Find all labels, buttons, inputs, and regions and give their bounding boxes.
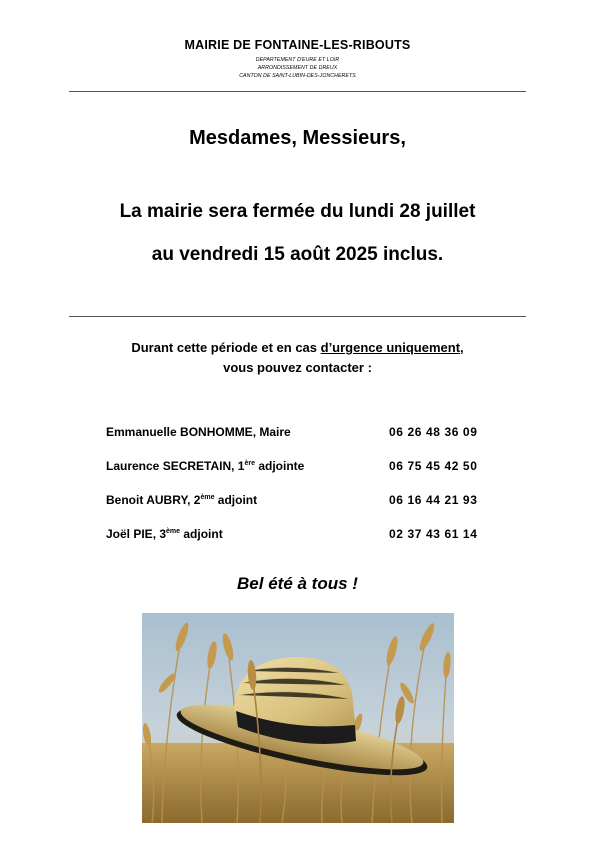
closure-line-1: La mairie sera fermée du lundi 28 juillet [119,201,476,222]
contact-name-second-deputy: Benoit AUBRY, 2ème adjoint [106,493,258,507]
contact-name-mayor: Emmanuelle BONHOMME, Maire [106,425,291,439]
contact-name-third-deputy: Joël PIE, 3ème adjoint [106,527,223,541]
town-hall-title: MAIRIE DE FONTAINE-LES-RIBOUTS [184,38,411,52]
contact-intro-emphasis: d’urgence uniquement [320,340,461,355]
arrondissement-line: ARRONDISSEMENT DE DREUX [257,65,338,71]
contact-phone-third-deputy: 02 37 43 61 14 [389,527,478,541]
greeting: Mesdames, Messieurs, [189,127,406,149]
contact-phone-mayor: 06 26 48 36 09 [389,425,478,439]
contact-phone-first-deputy: 06 75 45 42 50 [389,459,478,473]
closure-line-2: au vendredi 15 août 2025 inclus. [151,244,444,265]
section-divider [69,316,526,317]
contact-name-first-deputy: Laurence SECRETAIN, 1ère adjointe [106,459,305,473]
header-divider [69,91,526,92]
canton-line: CANTON DE SAINT-LUBIN-DES-JONCHERETS [239,73,356,79]
contact-intro [0,338,595,378]
straw-hat-wheat-photo [142,613,454,823]
contact-intro-text: Durant cette période et en cas [131,340,321,355]
contact-intro-line-2: vous pouvez contacter : [223,360,372,375]
department-line: DEPARTEMENT D'EURE ET LOIR [255,57,340,63]
contact-phone-second-deputy: 06 16 44 21 93 [389,493,478,507]
closing-wish: Bel été à tous ! [237,574,358,593]
contact-intro-comma: , [460,340,464,355]
